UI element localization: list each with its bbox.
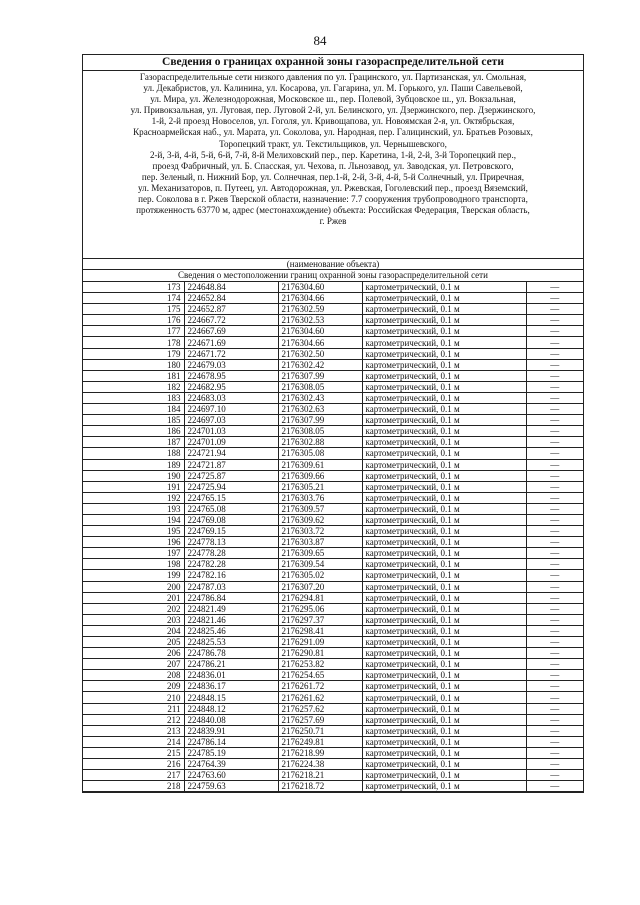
- method-cell: картометрический, 0.1 м: [362, 659, 526, 670]
- table-row: [83, 282, 583, 293]
- description-cell: —: [526, 293, 583, 304]
- x-coordinate-cell: 224782.16: [184, 570, 278, 581]
- method-cell: картометрический, 0.1 м: [362, 392, 526, 403]
- method-cell: картометрический, 0.1 м: [362, 359, 526, 370]
- description-cell: —: [526, 537, 583, 548]
- x-coordinate-cell: 224787.03: [184, 581, 278, 592]
- y-coordinate-cell: 2176307.20: [278, 581, 362, 592]
- point-number-cell: 188: [83, 448, 184, 459]
- table-row: [83, 404, 583, 415]
- point-number-cell: 195: [83, 526, 184, 537]
- table-row: [83, 548, 583, 559]
- point-number-cell: 204: [83, 625, 184, 636]
- point-number-cell: 203: [83, 614, 184, 625]
- description-cell: —: [526, 348, 583, 359]
- x-coordinate-cell: 224764.39: [184, 759, 278, 770]
- point-number-cell: 202: [83, 603, 184, 614]
- method-cell: картометрический, 0.1 м: [362, 459, 526, 470]
- x-coordinate-cell: 224682.95: [184, 381, 278, 392]
- point-number-cell: 211: [83, 703, 184, 714]
- table-row: [83, 415, 583, 426]
- description-cell: —: [526, 304, 583, 315]
- table-row: [83, 559, 583, 570]
- point-number-cell: 189: [83, 459, 184, 470]
- description-cell: —: [526, 581, 583, 592]
- method-cell: картометрический, 0.1 м: [362, 714, 526, 725]
- description-cell: —: [526, 781, 583, 792]
- point-number-cell: 216: [83, 759, 184, 770]
- table-row: [83, 304, 583, 315]
- x-coordinate-cell: 224683.03: [184, 392, 278, 403]
- description-line: пер. Соколова в г. Ржев Тверской области, назначение: 7.7 сооружения трубопроводного транспорта,: [138, 194, 528, 205]
- x-coordinate-cell: 224701.03: [184, 426, 278, 437]
- x-coordinate-cell: 224782.28: [184, 559, 278, 570]
- description-line: ул. Мира, ул. Железнодорожная, Московское ш., пер. Полевой, Зубцовское ш., ул. Вокзальная,: [150, 94, 516, 105]
- method-cell: картометрический, 0.1 м: [362, 703, 526, 714]
- table-row: [83, 603, 583, 614]
- y-coordinate-cell: 2176309.54: [278, 559, 362, 570]
- method-cell: картометрический, 0.1 м: [362, 537, 526, 548]
- x-coordinate-cell: 224821.46: [184, 614, 278, 625]
- y-coordinate-cell: 2176254.65: [278, 670, 362, 681]
- y-coordinate-cell: 2176309.61: [278, 459, 362, 470]
- x-coordinate-cell: 224671.69: [184, 337, 278, 348]
- x-coordinate-cell: 224786.21: [184, 659, 278, 670]
- method-cell: картометрический, 0.1 м: [362, 692, 526, 703]
- x-coordinate-cell: 224759.63: [184, 781, 278, 792]
- description-cell: —: [526, 337, 583, 348]
- x-coordinate-cell: 224725.94: [184, 481, 278, 492]
- x-coordinate-cell: 224671.72: [184, 348, 278, 359]
- method-cell: картометрический, 0.1 м: [362, 481, 526, 492]
- y-coordinate-cell: 2176309.62: [278, 514, 362, 525]
- y-coordinate-cell: 2176305.08: [278, 448, 362, 459]
- method-cell: картометрический, 0.1 м: [362, 570, 526, 581]
- description-line: пер. Зеленый, п. Нижний Бор, ул. Солнечная, пер.1-й, 2-й, 3-й, 4-й, 5-й Солнечный, ул. Приречная,: [141, 171, 525, 182]
- description-cell: —: [526, 315, 583, 326]
- description-cell: —: [526, 637, 583, 648]
- description-cell: —: [526, 370, 583, 381]
- y-coordinate-cell: 2176304.60: [278, 282, 362, 293]
- y-coordinate-cell: 2176302.59: [278, 304, 362, 315]
- table-row: [83, 315, 583, 326]
- y-coordinate-cell: 2176308.05: [278, 426, 362, 437]
- point-number-cell: 184: [83, 404, 184, 415]
- description-cell: —: [526, 659, 583, 670]
- x-coordinate-cell: 224678.95: [184, 370, 278, 381]
- description-line: ул. Механизаторов, п. Путеец, ул. Автодорожная, ул. Ржевская, Гоголевский пер., проезд Вяземский,: [138, 182, 528, 193]
- x-coordinate-cell: 224786.14: [184, 736, 278, 747]
- x-coordinate-cell: 224848.15: [184, 692, 278, 703]
- point-number-cell: 213: [83, 725, 184, 736]
- method-cell: картометрический, 0.1 м: [362, 526, 526, 537]
- x-coordinate-cell: 224725.87: [184, 470, 278, 481]
- x-coordinate-cell: 224778.28: [184, 548, 278, 559]
- description-cell: —: [526, 492, 583, 503]
- table-row: [83, 736, 583, 747]
- method-cell: картометрический, 0.1 м: [362, 548, 526, 559]
- table-row: [83, 326, 583, 337]
- table-row: [83, 637, 583, 648]
- method-cell: картометрический, 0.1 м: [362, 437, 526, 448]
- description-cell: —: [526, 570, 583, 581]
- table-row: [83, 570, 583, 581]
- x-coordinate-cell: 224701.09: [184, 437, 278, 448]
- table-row: [83, 381, 583, 392]
- description-cell: —: [526, 359, 583, 370]
- point-number-cell: 185: [83, 415, 184, 426]
- table-row: [83, 492, 583, 503]
- y-coordinate-cell: 2176302.88: [278, 437, 362, 448]
- x-coordinate-cell: 224648.84: [184, 282, 278, 293]
- point-number-cell: 217: [83, 770, 184, 781]
- y-coordinate-cell: 2176218.72: [278, 781, 362, 792]
- point-number-cell: 214: [83, 736, 184, 747]
- y-coordinate-cell: 2176305.02: [278, 570, 362, 581]
- description-cell: —: [526, 392, 583, 403]
- table-row: [83, 426, 583, 437]
- x-coordinate-cell: 224786.78: [184, 648, 278, 659]
- description-cell: —: [526, 770, 583, 781]
- method-cell: картометрический, 0.1 м: [362, 326, 526, 337]
- table-row: [83, 337, 583, 348]
- x-coordinate-cell: 224825.53: [184, 637, 278, 648]
- description-cell: —: [526, 514, 583, 525]
- table-row: [83, 759, 583, 770]
- table-row: [83, 725, 583, 736]
- description-cell: —: [526, 459, 583, 470]
- method-cell: картометрический, 0.1 м: [362, 759, 526, 770]
- description-line: г. Ржев: [319, 216, 347, 227]
- table-row: [83, 614, 583, 625]
- y-coordinate-cell: 2176304.60: [278, 326, 362, 337]
- point-number-cell: 200: [83, 581, 184, 592]
- point-number-cell: 199: [83, 570, 184, 581]
- x-coordinate-cell: 224667.72: [184, 315, 278, 326]
- method-cell: картометрический, 0.1 м: [362, 426, 526, 437]
- method-cell: картометрический, 0.1 м: [362, 747, 526, 758]
- table-row: [83, 648, 583, 659]
- description-cell: —: [526, 592, 583, 603]
- point-number-cell: 218: [83, 781, 184, 792]
- table-row: [83, 747, 583, 758]
- x-coordinate-cell: 224769.15: [184, 526, 278, 537]
- method-cell: картометрический, 0.1 м: [362, 282, 526, 293]
- description-line: Газораспределительные сети низкого давления по ул. Грацинского, ул. Партизанская, ул. Смольная,: [139, 72, 527, 82]
- y-coordinate-cell: 2176302.50: [278, 348, 362, 359]
- description-cell: —: [526, 426, 583, 437]
- point-number-cell: 175: [83, 304, 184, 315]
- method-cell: картометрический, 0.1 м: [362, 492, 526, 503]
- y-coordinate-cell: 2176297.37: [278, 614, 362, 625]
- point-number-cell: 191: [83, 481, 184, 492]
- point-number-cell: 212: [83, 714, 184, 725]
- method-cell: картометрический, 0.1 м: [362, 614, 526, 625]
- y-coordinate-cell: 2176257.62: [278, 703, 362, 714]
- table-row: [83, 514, 583, 525]
- table-row: [83, 692, 583, 703]
- description-cell: —: [526, 747, 583, 758]
- point-number-cell: 201: [83, 592, 184, 603]
- x-coordinate-cell: 224840.08: [184, 714, 278, 725]
- table-row: [83, 714, 583, 725]
- y-coordinate-cell: 2176307.99: [278, 370, 362, 381]
- table-row: [83, 670, 583, 681]
- point-number-cell: 178: [83, 337, 184, 348]
- point-number-cell: 215: [83, 747, 184, 758]
- location-heading: Сведения о местоположении границ охранной зоны газораспределительной сети: [83, 270, 583, 282]
- description-cell: —: [526, 470, 583, 481]
- point-number-cell: 198: [83, 559, 184, 570]
- table-row: [83, 526, 583, 537]
- y-coordinate-cell: 2176304.66: [278, 337, 362, 348]
- y-coordinate-cell: 2176308.05: [278, 381, 362, 392]
- point-number-cell: 187: [83, 437, 184, 448]
- point-number-cell: 193: [83, 503, 184, 514]
- y-coordinate-cell: 2176304.66: [278, 293, 362, 304]
- description-cell: —: [526, 448, 583, 459]
- point-number-cell: 207: [83, 659, 184, 670]
- y-coordinate-cell: 2176309.66: [278, 470, 362, 481]
- y-coordinate-cell: 2176290.81: [278, 648, 362, 659]
- y-coordinate-cell: 2176309.65: [278, 548, 362, 559]
- table-row: [83, 770, 583, 781]
- method-cell: картометрический, 0.1 м: [362, 503, 526, 514]
- point-number-cell: 192: [83, 492, 184, 503]
- method-cell: картометрический, 0.1 м: [362, 648, 526, 659]
- table-row: [83, 348, 583, 359]
- method-cell: картометрический, 0.1 м: [362, 625, 526, 636]
- point-number-cell: 180: [83, 359, 184, 370]
- method-cell: картометрический, 0.1 м: [362, 337, 526, 348]
- y-coordinate-cell: 2176249.81: [278, 736, 362, 747]
- point-number-cell: 208: [83, 670, 184, 681]
- table-row: [83, 703, 583, 714]
- object-description: [83, 71, 583, 259]
- y-coordinate-cell: 2176291.09: [278, 637, 362, 648]
- y-coordinate-cell: 2176294.81: [278, 592, 362, 603]
- x-coordinate-cell: 224839.91: [184, 725, 278, 736]
- point-number-cell: 179: [83, 348, 184, 359]
- point-number-cell: 181: [83, 370, 184, 381]
- y-coordinate-cell: 2176305.21: [278, 481, 362, 492]
- x-coordinate-cell: 224679.03: [184, 359, 278, 370]
- x-coordinate-cell: 224697.03: [184, 415, 278, 426]
- description-line: ул. Декабристов, ул. Калинина, ул. Косарова, ул. Гагарина, ул. М. Горького, ул. Паши Савельевой,: [143, 83, 523, 94]
- point-number-cell: 186: [83, 426, 184, 437]
- y-coordinate-cell: 2176257.69: [278, 714, 362, 725]
- method-cell: картометрический, 0.1 м: [362, 592, 526, 603]
- method-cell: картометрический, 0.1 м: [362, 770, 526, 781]
- description-cell: —: [526, 736, 583, 747]
- point-number-cell: 174: [83, 293, 184, 304]
- description-cell: —: [526, 681, 583, 692]
- description-cell: —: [526, 481, 583, 492]
- table-row: [83, 625, 583, 636]
- table-row: [83, 581, 583, 592]
- description-cell: —: [526, 648, 583, 659]
- y-coordinate-cell: 2176302.42: [278, 359, 362, 370]
- method-cell: картометрический, 0.1 м: [362, 381, 526, 392]
- table-row: [83, 448, 583, 459]
- table-row: [83, 437, 583, 448]
- x-coordinate-cell: 224848.12: [184, 703, 278, 714]
- description-cell: —: [526, 404, 583, 415]
- method-cell: картометрический, 0.1 м: [362, 293, 526, 304]
- method-cell: картометрический, 0.1 м: [362, 781, 526, 792]
- table-row: [83, 537, 583, 548]
- y-coordinate-cell: 2176298.41: [278, 625, 362, 636]
- method-cell: картометрический, 0.1 м: [362, 681, 526, 692]
- point-number-cell: 197: [83, 548, 184, 559]
- point-number-cell: 190: [83, 470, 184, 481]
- x-coordinate-cell: 224667.69: [184, 326, 278, 337]
- description-line: Красноармейская наб., ул. Марата, ул. Соколова, ул. Народная, пер. Галицинский, ул. Братьев Розовых,: [133, 127, 533, 138]
- method-cell: картометрический, 0.1 м: [362, 415, 526, 426]
- table-row: [83, 470, 583, 481]
- description-cell: —: [526, 503, 583, 514]
- x-coordinate-cell: 224786.84: [184, 592, 278, 603]
- x-coordinate-cell: 224765.08: [184, 503, 278, 514]
- table-row: [83, 592, 583, 603]
- y-coordinate-cell: 2176218.99: [278, 747, 362, 758]
- y-coordinate-cell: 2176295.06: [278, 603, 362, 614]
- description-cell: —: [526, 326, 583, 337]
- description-cell: —: [526, 437, 583, 448]
- description-cell: —: [526, 625, 583, 636]
- point-number-cell: 182: [83, 381, 184, 392]
- x-coordinate-cell: 224652.84: [184, 293, 278, 304]
- y-coordinate-cell: 2176302.53: [278, 315, 362, 326]
- point-number-cell: 196: [83, 537, 184, 548]
- x-coordinate-cell: 224769.08: [184, 514, 278, 525]
- table-row: [83, 359, 583, 370]
- description-cell: —: [526, 603, 583, 614]
- x-coordinate-cell: 224763.60: [184, 770, 278, 781]
- table-row: [83, 459, 583, 470]
- table-row: [83, 392, 583, 403]
- y-coordinate-cell: 2176218.21: [278, 770, 362, 781]
- method-cell: картометрический, 0.1 м: [362, 581, 526, 592]
- x-coordinate-cell: 224765.15: [184, 492, 278, 503]
- y-coordinate-cell: 2176250.71: [278, 725, 362, 736]
- method-cell: картометрический, 0.1 м: [362, 514, 526, 525]
- method-cell: картометрический, 0.1 м: [362, 304, 526, 315]
- y-coordinate-cell: 2176303.72: [278, 526, 362, 537]
- point-number-cell: 173: [83, 282, 184, 293]
- y-coordinate-cell: 2176307.99: [278, 415, 362, 426]
- description-cell: —: [526, 526, 583, 537]
- description-cell: —: [526, 692, 583, 703]
- method-cell: картометрический, 0.1 м: [362, 348, 526, 359]
- method-cell: картометрический, 0.1 м: [362, 470, 526, 481]
- x-coordinate-cell: 224721.87: [184, 459, 278, 470]
- description-cell: —: [526, 415, 583, 426]
- table-row: [83, 293, 583, 304]
- description-cell: —: [526, 703, 583, 714]
- description-line: 2-й, 3-й, 4-й, 5-й, 6-й, 7-й, 8-й Мелиховский пер., пер. Каретина, 1-й, 2-й, 3-й Торопецкий пер.,: [149, 149, 517, 160]
- point-number-cell: 176: [83, 315, 184, 326]
- method-cell: картометрический, 0.1 м: [362, 370, 526, 381]
- description-cell: —: [526, 548, 583, 559]
- description-line: 1-й, 2-й проезд Новоселов, ул. Гоголя, ул. Кривощапова, ул. Новоямская 2-я, ул. Октябрьская,: [151, 116, 515, 127]
- coordinates-table: [83, 282, 583, 792]
- table-row: [83, 781, 583, 792]
- point-number-cell: 194: [83, 514, 184, 525]
- page-number: 84: [313, 33, 327, 48]
- description-cell: —: [526, 714, 583, 725]
- table-row: [83, 370, 583, 381]
- description-line: проезд Фабричный, ул. Б. Спасская, ул. Чехова, п. Льнозавод, ул. Заводская, ул. Петровского,: [152, 160, 514, 171]
- method-cell: картометрический, 0.1 м: [362, 603, 526, 614]
- description-cell: —: [526, 381, 583, 392]
- table-row: [83, 503, 583, 514]
- y-coordinate-cell: 2176261.72: [278, 681, 362, 692]
- method-cell: картометрический, 0.1 м: [362, 315, 526, 326]
- table-row: [83, 659, 583, 670]
- y-coordinate-cell: 2176302.63: [278, 404, 362, 415]
- document-title: Сведения о границах охранной зоны газораспределительной сети: [83, 55, 583, 71]
- y-coordinate-cell: 2176303.76: [278, 492, 362, 503]
- y-coordinate-cell: 2176303.87: [278, 537, 362, 548]
- x-coordinate-cell: 224836.01: [184, 670, 278, 681]
- method-cell: картометрический, 0.1 м: [362, 736, 526, 747]
- x-coordinate-cell: 224785.19: [184, 747, 278, 758]
- x-coordinate-cell: 224778.13: [184, 537, 278, 548]
- object-caption: (наименование объекта): [83, 259, 583, 270]
- description-cell: —: [526, 614, 583, 625]
- point-number-cell: 205: [83, 637, 184, 648]
- description-cell: —: [526, 725, 583, 736]
- x-coordinate-cell: 224836.17: [184, 681, 278, 692]
- point-number-cell: 209: [83, 681, 184, 692]
- x-coordinate-cell: 224652.87: [184, 304, 278, 315]
- x-coordinate-cell: 224821.49: [184, 603, 278, 614]
- boundary-document: [82, 54, 584, 793]
- point-number-cell: 177: [83, 326, 184, 337]
- method-cell: картометрический, 0.1 м: [362, 637, 526, 648]
- description-cell: —: [526, 670, 583, 681]
- description-cell: —: [526, 559, 583, 570]
- y-coordinate-cell: 2176224.38: [278, 759, 362, 770]
- description-cell: —: [526, 759, 583, 770]
- point-number-cell: 210: [83, 692, 184, 703]
- method-cell: картометрический, 0.1 м: [362, 448, 526, 459]
- x-coordinate-cell: 224721.94: [184, 448, 278, 459]
- y-coordinate-cell: 2176261.62: [278, 692, 362, 703]
- description-line: протяженность 63770 м, адрес (местонахождение) объекта: Российская Федерация, Тверская область,: [136, 205, 530, 216]
- method-cell: картометрический, 0.1 м: [362, 725, 526, 736]
- description-line: Торопецкий тракт, ул. Текстильщиков, ул. Чернышевского,: [219, 138, 447, 149]
- method-cell: картометрический, 0.1 м: [362, 559, 526, 570]
- method-cell: картометрический, 0.1 м: [362, 404, 526, 415]
- table-row: [83, 681, 583, 692]
- x-coordinate-cell: 224825.46: [184, 625, 278, 636]
- method-cell: картометрический, 0.1 м: [362, 670, 526, 681]
- point-number-cell: 206: [83, 648, 184, 659]
- x-coordinate-cell: 224697.10: [184, 404, 278, 415]
- y-coordinate-cell: 2176309.57: [278, 503, 362, 514]
- description-cell: —: [526, 282, 583, 293]
- y-coordinate-cell: 2176253.82: [278, 659, 362, 670]
- point-number-cell: 183: [83, 392, 184, 403]
- description-line: ул. Привокзальная, ул. Луговая, пер. Луговой 2-й, ул. Белинского, ул. Дзержинского, пер. Дзержинского,: [130, 105, 536, 116]
- y-coordinate-cell: 2176302.43: [278, 392, 362, 403]
- table-row: [83, 481, 583, 492]
